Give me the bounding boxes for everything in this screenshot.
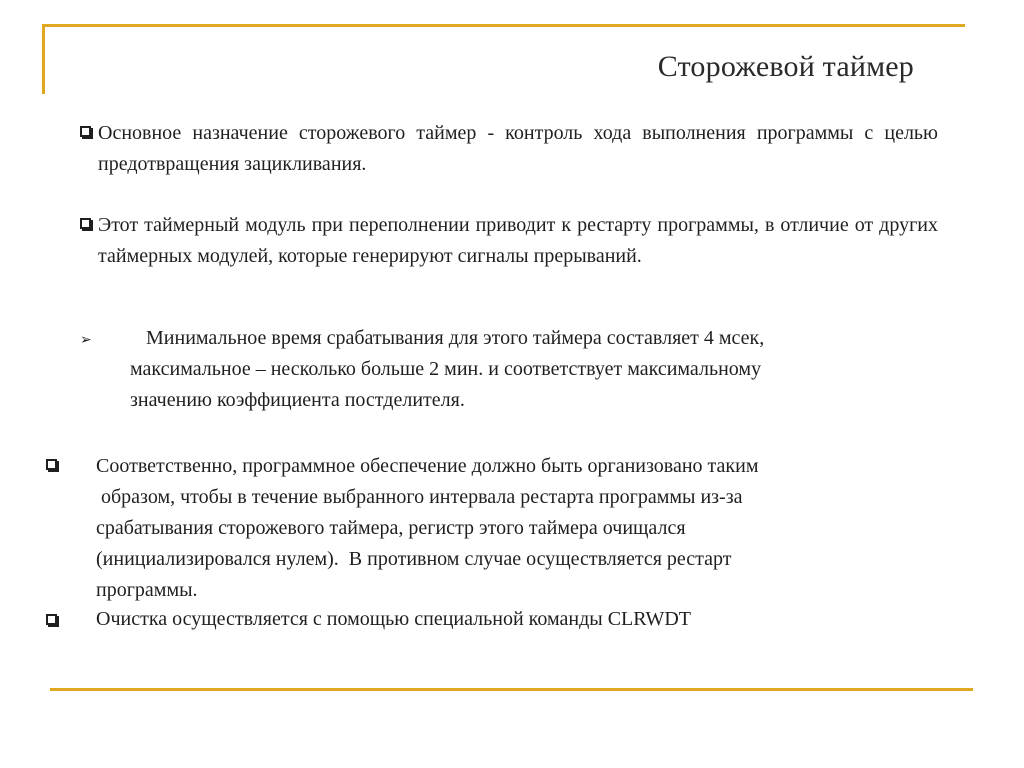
arrow-bullet-icon: ➢ [80, 332, 92, 348]
software-line-5: программы. [96, 579, 198, 601]
square-bullet-icon [80, 126, 91, 137]
purpose-text: Основное назначение сторожевого таймер - контроль хода выполнения программы с целью предотвращения зацикливания. [98, 122, 938, 175]
frame-bottom-line [50, 688, 973, 691]
paragraph-module [80, 210, 938, 272]
slide-title: Сторожевой таймер [657, 50, 914, 83]
square-bullet-icon [46, 459, 57, 470]
software-line-3: срабатывания сторожевого таймера, регистр этого таймера очищался [96, 517, 686, 539]
frame-left-line [42, 24, 45, 94]
paragraph-software [96, 451, 976, 606]
paragraph-purpose [80, 118, 938, 180]
square-bullet-icon [80, 218, 91, 229]
timing-line-2: максимальное – несколько больше 2 мин. и соответствует максимальному [130, 358, 762, 380]
frame-top-line [42, 24, 965, 27]
software-line-1: Соответственно, программное обеспечение должно быть организовано таким [96, 455, 759, 477]
timing-line-3: значению коэффициента постделителя. [130, 389, 465, 411]
square-bullet-icon [46, 614, 57, 625]
paragraph-timing [130, 323, 930, 416]
timing-line-1: Минимальное время срабатывания для этого таймера составляет 4 мсек, [146, 327, 765, 349]
paragraph-clear [96, 604, 976, 635]
module-text: Этот таймерный модуль при переполнении приводит к рестарту программы, в отличие от других таймерных модулей, которые генерируют сигналы прерываний. [98, 214, 938, 267]
clear-text: Очистка осуществляется с помощью специальной команды CLRWDT [96, 608, 692, 630]
software-line-2: образом, чтобы в течение выбранного интервала рестарта программы из-за [96, 486, 743, 508]
software-line-4: (инициализировался нулем). В противном случае осуществляется рестарт [96, 548, 732, 570]
